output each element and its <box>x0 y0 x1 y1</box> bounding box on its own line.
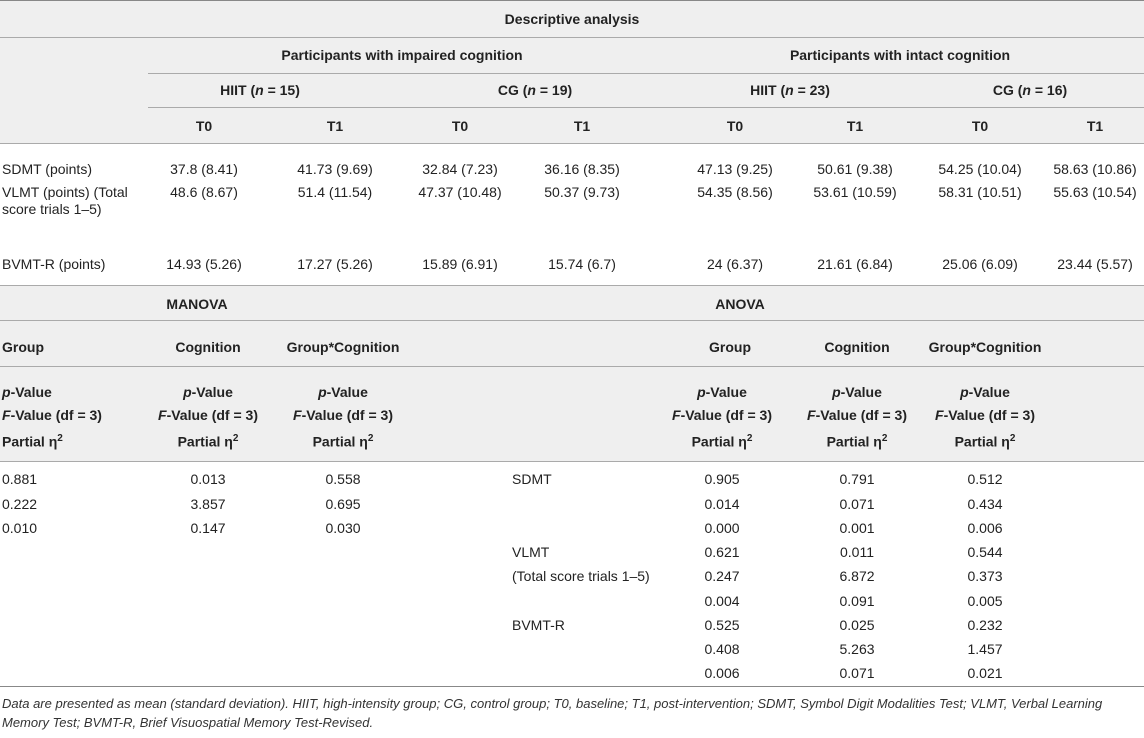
cell-value: 21.61 (6.84) <box>817 256 893 272</box>
manova-col-cognition: Cognition <box>175 339 241 355</box>
anova-value: 0.512 <box>967 471 1003 487</box>
manova-value: 0.222 <box>2 496 38 512</box>
cell-value: 53.61 (10.59) <box>813 184 897 200</box>
anova-value: 1.457 <box>967 641 1003 657</box>
anova-col-cognition: Cognition <box>824 339 890 355</box>
anova-value: 0.005 <box>967 593 1003 609</box>
manova-title: MANOVA <box>166 296 228 312</box>
rule-below-title <box>0 37 1144 38</box>
anova-value: 0.408 <box>704 641 740 657</box>
subgroup-label: CG (n = 16) <box>992 82 1068 98</box>
anova-value: 0.071 <box>839 496 875 512</box>
subgroup-label: HIIT (n = 15) <box>220 82 300 98</box>
anova-label: SDMT <box>512 471 552 487</box>
anova-value: 0.232 <box>967 617 1003 633</box>
subgroup-label: CG (n = 19) <box>497 82 573 98</box>
row-label: SDMT (points) <box>2 161 92 177</box>
anova-value: 0.905 <box>704 471 740 487</box>
anova-label: VLMT <box>512 544 550 560</box>
row-label: BVMT-R (points) <box>2 256 106 272</box>
anova-col-interaction: Group*Cognition <box>928 339 1042 355</box>
manova-col-group: Group <box>2 339 44 355</box>
anova-value: 0.544 <box>967 544 1003 560</box>
anova-value: 6.872 <box>839 568 875 584</box>
manova-value: 0.030 <box>325 520 361 536</box>
cell-value: 36.16 (8.35) <box>544 161 620 177</box>
stat-header: p-Value F-Value (df = 3) Partial $\eta^2$ <box>672 384 772 450</box>
anova-value: 0.004 <box>704 593 740 609</box>
table-footnote: Data are presented as mean (standard deviation). HIIT, high-intensity group; CG, control group; T0, baseline; T1, post-intervention; SDMT, Symbol Digit Modalities Test; VLMT, Verbal Learning Memory Test; BVMT-R, Brief Visuospatial Memory Test-Revised. <box>2 696 1103 730</box>
anova-col-group: Group <box>709 339 751 355</box>
time-point: T1 <box>1086 118 1104 134</box>
cell-value: 54.35 (8.56) <box>697 184 773 200</box>
anova-value: 0.001 <box>839 520 875 536</box>
manova-value: 0.695 <box>325 496 361 512</box>
anova-value: 0.247 <box>704 568 740 584</box>
cell-value: 50.61 (9.38) <box>817 161 893 177</box>
cell-value: 47.13 (9.25) <box>697 161 773 177</box>
stat-header: p-Value F-Value (df = 3) Partial $\eta^2$ <box>293 384 393 450</box>
anova-label: BVMT-R <box>512 617 565 633</box>
cell-value: 37.8 (8.41) <box>170 161 238 177</box>
subgroup-label: HIIT (n = 23) <box>750 82 830 98</box>
cell-value: 17.27 (5.26) <box>297 256 373 272</box>
anova-label: (Total score trials 1–5) <box>512 568 650 584</box>
anova-value: 0.014 <box>704 496 740 512</box>
cell-value: 32.84 (7.23) <box>422 161 498 177</box>
anova-title: ANOVA <box>715 296 765 312</box>
rule-top <box>0 0 1144 1</box>
anova-value: 5.263 <box>839 641 875 657</box>
cell-value: 41.73 (9.69) <box>297 161 373 177</box>
anova-value: 0.091 <box>839 593 875 609</box>
cell-value: 23.44 (5.57) <box>1057 256 1133 272</box>
cell-value: 15.89 (6.91) <box>422 256 498 272</box>
anova-value: 0.021 <box>967 665 1003 681</box>
anova-value: 0.000 <box>704 520 740 536</box>
anova-value: 0.525 <box>704 617 740 633</box>
time-point: T1 <box>846 118 864 134</box>
manova-value: 0.881 <box>2 471 38 487</box>
rule-table-bottom <box>0 686 1144 687</box>
manova-col-interaction: Group*Cognition <box>286 339 400 355</box>
table-title: Descriptive analysis <box>504 11 640 27</box>
cell-value: 58.31 (10.51) <box>938 184 1022 200</box>
time-point: T0 <box>726 118 744 134</box>
manova-value: 0.558 <box>325 471 361 487</box>
cell-value: 50.37 (9.73) <box>544 184 620 200</box>
manova-value: 0.147 <box>190 520 226 536</box>
time-point: T0 <box>195 118 213 134</box>
anova-value: 0.025 <box>839 617 875 633</box>
rule-below-timepoints <box>0 143 1144 144</box>
anova-value: 0.434 <box>967 496 1003 512</box>
rule-below-manova-title <box>0 320 1144 321</box>
anova-value: 0.011 <box>840 544 874 560</box>
rule-below-stats <box>0 461 1144 462</box>
cell-value: 58.63 (10.86) <box>1053 161 1137 177</box>
anova-value: 0.373 <box>967 568 1003 584</box>
time-point: T0 <box>451 118 469 134</box>
cell-value: 51.4 (11.54) <box>297 184 373 200</box>
cell-value: 48.6 (8.67) <box>170 184 238 200</box>
cell-value: 24 (6.37) <box>706 256 764 272</box>
time-point: T0 <box>971 118 989 134</box>
row-label: VLMT (points) (Total score trials 1–5) <box>2 184 128 217</box>
stat-header: p-Value F-Value (df = 3) Partial $\eta^2$ <box>2 384 102 450</box>
anova-value: 0.791 <box>839 471 875 487</box>
rule-below-subgroups <box>148 107 1144 108</box>
anova-value: 0.621 <box>704 544 740 560</box>
cell-value: 25.06 (6.09) <box>942 256 1018 272</box>
anova-value: 0.071 <box>839 665 875 681</box>
time-point: T1 <box>573 118 591 134</box>
rule-above-manova <box>0 285 1144 286</box>
stat-header: p-Value F-Value (df = 3) Partial $\eta^2$ <box>158 384 258 450</box>
time-point: T1 <box>326 118 344 134</box>
group-impaired: Participants with impaired cognition <box>281 47 523 63</box>
anova-value: 0.006 <box>967 520 1003 536</box>
cell-value: 54.25 (10.04) <box>938 161 1022 177</box>
manova-value: 3.857 <box>190 496 226 512</box>
rule-below-columns <box>0 366 1144 367</box>
manova-value: 0.010 <box>2 520 38 536</box>
cell-value: 55.63 (10.54) <box>1053 184 1137 200</box>
stat-header: p-Value F-Value (df = 3) Partial $\eta^2$ <box>935 384 1035 450</box>
anova-value: 0.006 <box>704 665 740 681</box>
group-intact: Participants with intact cognition <box>789 47 1011 63</box>
cell-value: 47.37 (10.48) <box>418 184 502 200</box>
manova-value: 0.013 <box>190 471 226 487</box>
cell-value: 15.74 (6.7) <box>548 256 616 272</box>
rule-below-groups <box>148 73 1144 74</box>
stat-header: p-Value F-Value (df = 3) Partial $\eta^2$ <box>807 384 907 450</box>
cell-value: 14.93 (5.26) <box>166 256 242 272</box>
